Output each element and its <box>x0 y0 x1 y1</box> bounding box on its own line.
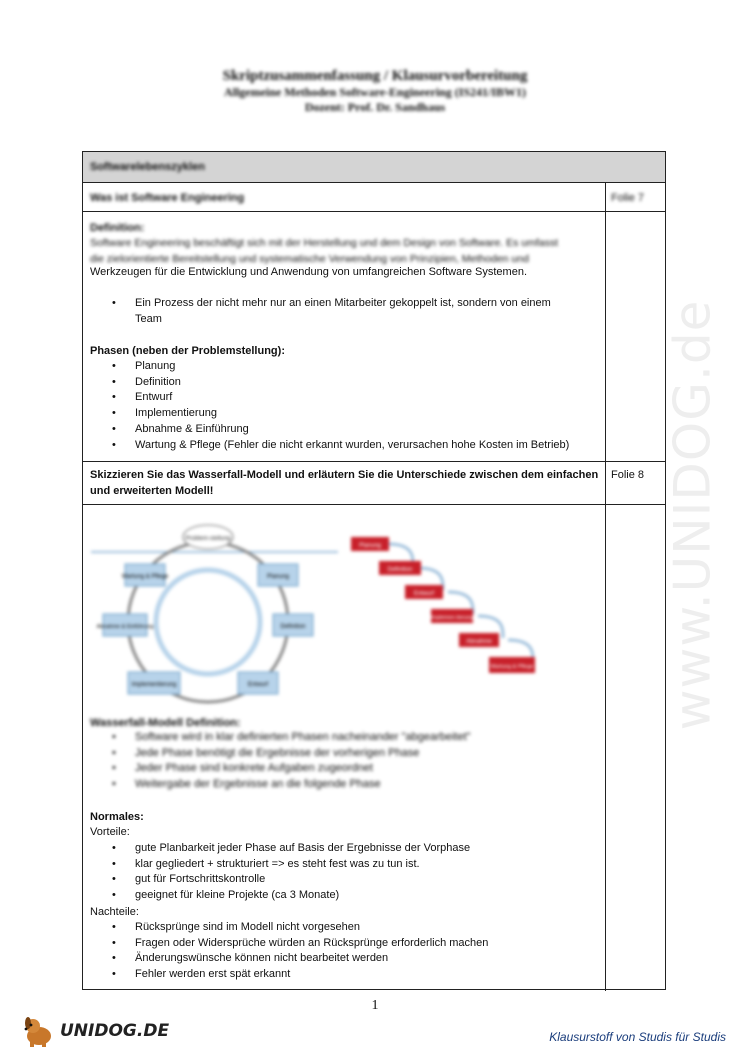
summary-table <box>82 151 666 990</box>
logo-text: UNIDOG.DE <box>60 1021 170 1041</box>
document-title: Skriptzusammenfassung / Klausurvorbereitung <box>222 68 528 84</box>
waterfall-step-2 <box>379 561 421 575</box>
cycle-inner-ring <box>156 570 260 674</box>
svg-text:Abnahme: Abnahme <box>466 639 492 645</box>
pros-label: Vorteile: <box>90 826 130 838</box>
normal-label: Normales: <box>90 811 144 823</box>
phases-label: Phasen (neben der Problemstellung): <box>90 345 285 357</box>
wf-definition-item: • Jeder Phase sind konkrete Aufgaben zugeordnet <box>90 761 600 777</box>
question-1: Was ist Software Engineering <box>90 192 245 204</box>
waterfall-steps <box>351 537 535 673</box>
cycle-center-label: Problem-stellung <box>185 536 231 542</box>
cons-item: • Änderungswünsche können nicht bearbeitet werden <box>90 951 600 967</box>
wf-definition-list <box>90 730 600 793</box>
svg-text:Planung: Planung <box>358 543 382 549</box>
svg-text:Abnahme & Einführung: Abnahme & Einführung <box>96 624 154 630</box>
phase-item: • Implementierung <box>90 406 605 422</box>
svg-text:Definition: Definition <box>387 567 413 573</box>
svg-text:Definition: Definition <box>280 624 306 630</box>
svg-text:Implemen-tierung: Implemen-tierung <box>430 615 474 621</box>
waterfall-step-1 <box>351 537 389 551</box>
cycle-node-definition <box>273 614 313 636</box>
cons-list <box>90 920 600 983</box>
svg-text:Planung: Planung <box>266 574 290 580</box>
document-header <box>0 68 750 115</box>
waterfall-step-6 <box>489 657 535 673</box>
svg-text:Wartung & Pflege: Wartung & Pflege <box>121 574 169 580</box>
cons-item: • Fehler werden erst spät erkannt <box>90 967 600 983</box>
cycle-node-wartung <box>122 564 169 586</box>
pros-list <box>90 841 600 904</box>
definition-line-1: Software Engineering beschäftigt sich mit der Herstellung und dem Design von Software. Es umfasst <box>90 237 559 249</box>
svg-text:Entwurf: Entwurf <box>413 591 435 597</box>
svg-text:Wartung & Pflege: Wartung & Pflege <box>490 664 534 670</box>
waterfall-step-5 <box>459 633 499 647</box>
pros-item: • gute Planbarkeit jeder Phase auf Basis der Ergebnisse der Vorphase <box>90 841 600 857</box>
phase-item: • Entwurf <box>90 390 605 406</box>
wf-definition-label: Wasserfall-Modell Definition: <box>90 717 241 729</box>
document-subtitle: Allgemeine Methoden Software-Engineering (IS241/IBW1) <box>223 85 527 99</box>
phases-list <box>90 359 605 453</box>
section-header <box>83 152 665 182</box>
cons-item: • Fragen oder Widersprüche würden an Rücksprünge erforderlich machen <box>90 936 600 952</box>
folie-8: Folie 8 <box>611 469 645 481</box>
pros-item: • geeignet für kleine Projekte (ca 3 Monate) <box>90 888 600 904</box>
question-2: Skizzieren Sie das Wasserfall-Modell und erläutern Sie die Unterschiede zwischen dem einfachen und erweiterten Modell! <box>90 469 599 497</box>
definition-label: Definition: <box>90 222 145 234</box>
waterfall-diagram <box>83 512 603 712</box>
svg-text:Implementierung: Implementierung <box>131 682 177 688</box>
process-bullet: • Ein Prozess der nicht mehr nur an einen Mitarbeiter gekoppelt ist, sondern von einem Team <box>90 296 560 327</box>
folie-7: Folie 7 <box>611 192 645 204</box>
phase-item: • Wartung & Pflege (Fehler die nicht erkannt wurden, verursachen hohe Kosten im Betrieb) <box>90 438 605 454</box>
cycle-node-abnahme <box>97 614 154 636</box>
footer-tagline: Klausurstoff von Studis für Studis <box>549 1030 726 1044</box>
dog-icon <box>22 1014 56 1048</box>
phase-item: • Planung <box>90 359 605 375</box>
wf-definition-item: • Software wird in klar definierten Phasen nacheinander "abgearbeitet" <box>90 730 600 746</box>
pros-item: • klar gegliedert + strukturiert => es steht fest was zu tun ist. <box>90 857 600 873</box>
cycle-node-entwurf <box>238 672 278 694</box>
unidog-logo <box>22 1014 169 1048</box>
cycle-node-implementierung <box>128 672 180 694</box>
wf-definition-item: • Jede Phase benötigt die Ergebnisse der vorherigen Phase <box>90 746 600 762</box>
definition-line-3: Werkzeugen für die Entwicklung und Anwendung von umfangreichen Software Systemen. <box>90 266 527 278</box>
page-number: 1 <box>371 998 379 1013</box>
waterfall-step-3 <box>405 585 443 599</box>
watermark: www.UNIDOG.de <box>663 299 722 731</box>
definition-line-2: die zielorientierte Bereitstellung und systematische Verwendung von Prinzipien, Methoden und <box>90 253 529 265</box>
cons-item: • Rücksprünge sind im Modell nicht vorgesehen <box>90 920 600 936</box>
section-title: Softwarelebenszyklen <box>90 161 205 173</box>
document-lecturer: Dozent: Prof. Dr. Sandhaus <box>304 100 446 114</box>
pros-item: • gut für Fortschrittskontrolle <box>90 872 600 888</box>
svg-text:Entwurf: Entwurf <box>247 682 269 688</box>
phase-item: • Abnahme & Einführung <box>90 422 605 438</box>
cons-label: Nachteile: <box>90 906 139 918</box>
phase-item: • Definition <box>90 375 605 391</box>
wf-definition-item: • Weitergabe der Ergebnisse an die folgende Phase <box>90 777 600 793</box>
cycle-node-planung <box>258 564 298 586</box>
waterfall-step-4 <box>431 609 474 623</box>
process-list <box>90 296 560 327</box>
